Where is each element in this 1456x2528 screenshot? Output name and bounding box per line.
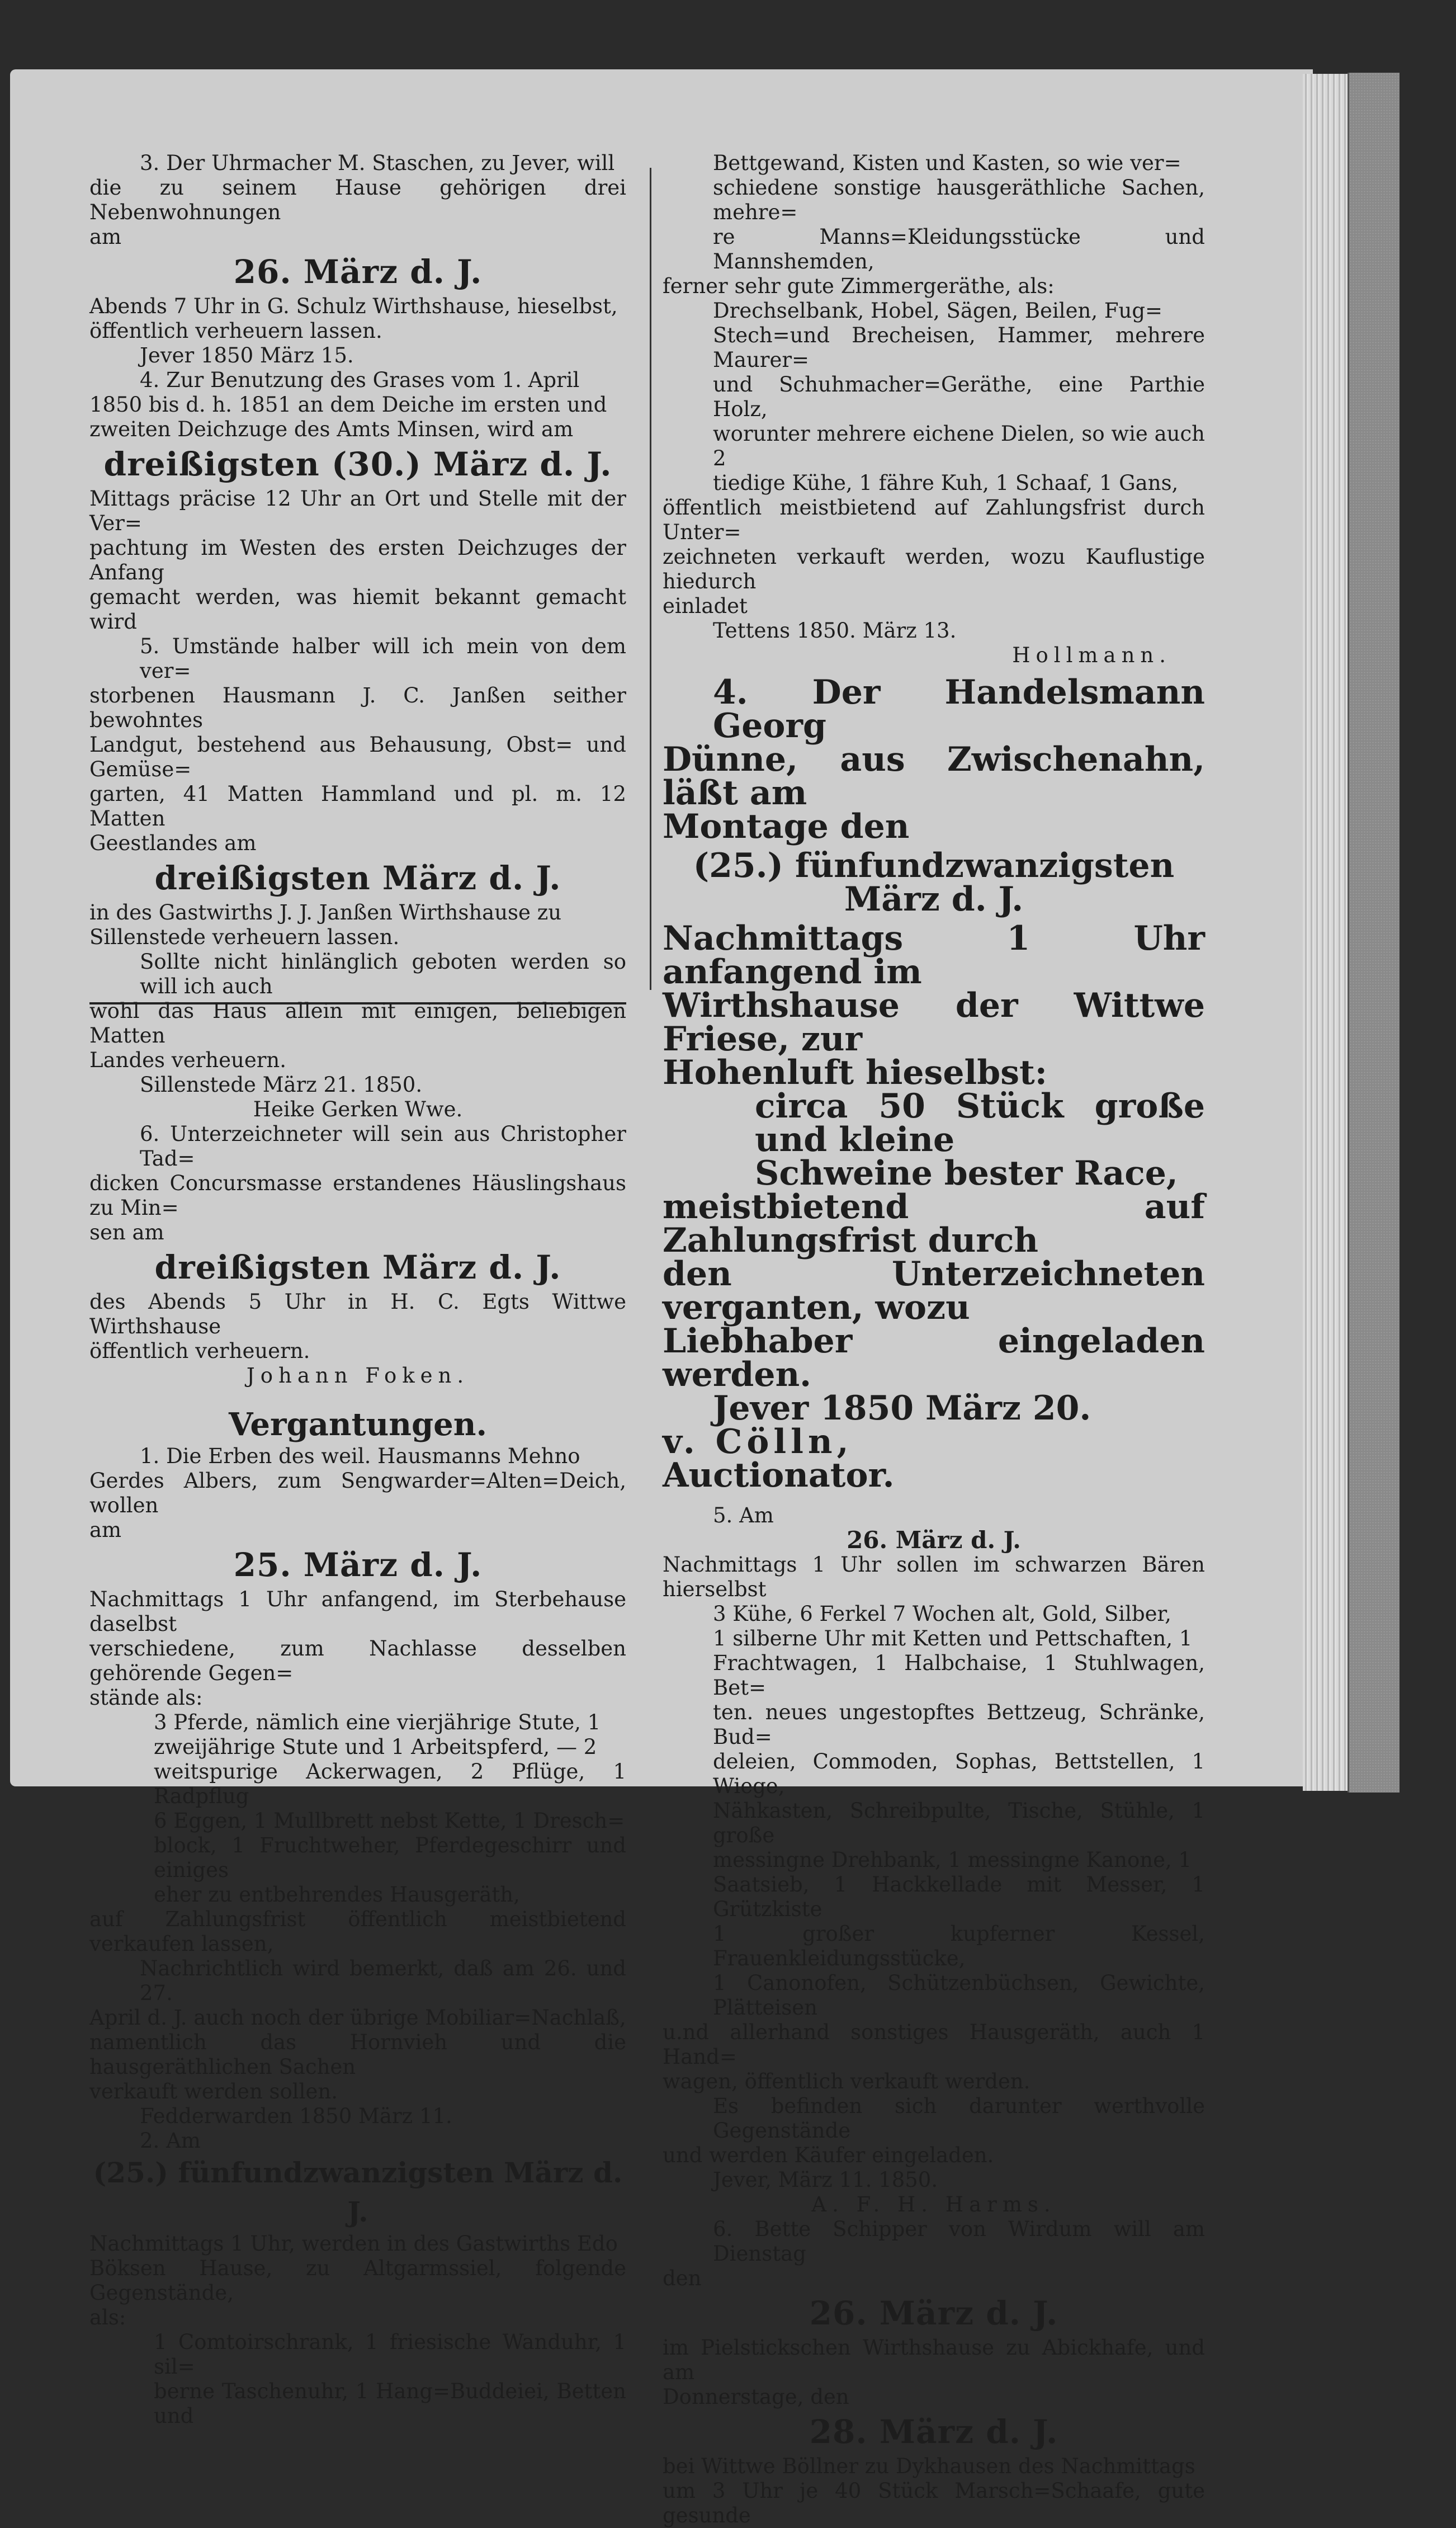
text-line: Frachtwagen, 1 Halbchaise, 1 Stuhlwagen, Bet= [713, 1651, 1205, 1700]
text-line: Abends 7 Uhr in G. Schulz Wirthshause, hieselbst, [89, 294, 618, 318]
text-line: öffentlich meistbietend auf Zahlungsfrist durch Unter= [663, 496, 1205, 544]
text-line: und Schuhmacher=Geräthe, eine Parthie Holz, [713, 372, 1205, 421]
date-heading: dreißigsten März d. J. [154, 859, 561, 897]
text-line: weitspurige Ackerwagen, 2 Pflüge, 1 Radpflug [154, 1760, 626, 1808]
text-line: Nachmittags 1 Uhr, werden in des Gastwirths Edo [89, 2232, 618, 2256]
text-line: 1 großer kupferner Kessel, Frauenkleidungsstücke, [713, 1922, 1205, 1970]
auction-1 [89, 1444, 626, 2129]
signature: Hollmann. [1012, 643, 1171, 667]
text-line: 1 Canonofen, Schützenbüchsen, Gewichte, Plätteisen [713, 1971, 1205, 2020]
text-line: am [89, 1518, 122, 1542]
text-line: Sillenstede verheuern lassen. [89, 925, 400, 949]
text-line: die zu seinem Hause gehörigen drei Nebenwohnungen [89, 176, 626, 224]
text-line: 1 silberne Uhr mit Ketten und Pettschaften, 1 [713, 1626, 1193, 1650]
text-line: 5. Am [713, 1503, 774, 1527]
text-line: 6 Eggen, 1 Mullbrett nebst Kette, 1 Dresch= [154, 1809, 625, 1833]
text-line: namentlich das Hornvieh und die hausgeräthlichen Sachen [89, 2030, 626, 2079]
signature: v. Cölln, [663, 1422, 853, 1461]
text-line: Stech=und Brecheisen, Hammer, mehrere Maurer= [713, 323, 1205, 372]
text-line: Donnerstage, den [663, 2385, 849, 2409]
text-line: garten, 41 Matten Hammland und pl. m. 12 Matten [89, 782, 626, 831]
text-line: wohl das Haus allein mit einigen, beliebigen Matten [89, 999, 626, 1048]
text-line: als: [89, 2305, 126, 2329]
text-line: Nähkasten, Schreibpulte, Tische, Stühle, 1 große [713, 1799, 1205, 1847]
text-line: 1. Die Erben des weil. Hausmanns Mehno [140, 1444, 580, 1468]
text-line: Liebhaber eingeladen werden. [663, 1322, 1205, 1394]
date-heading: dreißigsten (30.) März d. J. [103, 445, 612, 483]
text-line: zweijährige Stute und 1 Arbeitspferd, — 2 [154, 1735, 597, 1759]
text-line: Es befinden sich darunter werthvolle Gegenstände [713, 2094, 1205, 2143]
text-line: und werden Käufer eingeladen. [663, 2143, 994, 2167]
text-line: re Manns=Kleidungsstücke und Mannshemden, [713, 225, 1205, 273]
signature: A. F. H. Harms. [811, 2192, 1056, 2216]
text-line: einladet [663, 594, 748, 618]
text-line: Sollte nicht hinlänglich geboten werden so will ich auch [140, 950, 626, 998]
date-heading: dreißigsten März d. J. [154, 1248, 561, 1286]
text-line: Landgut, bestehend aus Behausung, Obst= und Gemüse= [89, 733, 626, 781]
text-line: eher zu entbehrendes Hausgeräth, [154, 1883, 520, 1907]
text-line: gemacht werden, was hiemit bekannt gemacht wird [89, 585, 626, 634]
auction-2 [89, 2129, 626, 2428]
date-heading: 26. März d. J. [847, 1526, 1021, 1554]
text-line: worunter mehrere eichene Dielen, so wie auch 2 [713, 422, 1206, 470]
text-line: deleien, Commoden, Sophas, Bettstellen, 1 Wiege, [713, 1749, 1205, 1798]
text-line: Wirthshause der Wittwe Friese, zur [663, 986, 1205, 1059]
date-heading: 25. März d. J. [233, 1546, 483, 1584]
text-line: messingne Drehbank, 1 messingne Kanone, 1 [713, 1848, 1192, 1872]
text-line: Nachmittags 1 Uhr anfangend im [663, 919, 1205, 992]
text-line: zweiten Deichzuge des Amts Minsen, wird am [89, 417, 574, 441]
text-line: Bettgewand, Kisten und Kasten, so wie ver= [713, 151, 1181, 175]
text-line: meistbietend auf Zahlungsfrist durch [663, 1187, 1205, 1260]
date-heading: 26. März d. J. [233, 253, 483, 291]
notice-5 [89, 634, 626, 1122]
text-line: verschiedene, zum Nachlasse desselben gehörende Gegen= [89, 1636, 626, 1685]
date-heading: 26. März d. J. [809, 2294, 1058, 2332]
text-line: Sillenstede März 21. 1850. [140, 1073, 423, 1097]
text-line: Jever 1850 März 15. [140, 343, 354, 367]
text-line: Tettens 1850. März 13. [713, 619, 957, 643]
text-line: bei Wittwe Böllner zu Dykhausen des Nachmittags [663, 2454, 1195, 2478]
text-line: zeichneten verkauft werden, wozu Kauflustige hiedurch [663, 545, 1205, 593]
text-line: schiedene sonstige hausgeräthliche Sachen, mehre= [713, 176, 1205, 224]
auction-6 [663, 2217, 1205, 2528]
text-line: am [89, 225, 122, 249]
section-title: Vergantungen. [229, 1406, 487, 1443]
text-line: wagen, öffentlich verkauft werden. [663, 2069, 1030, 2093]
text-line: Schweine bester Race, [755, 1154, 1178, 1193]
text-line: in des Gastwirths J. J. Janßen Wirthshause zu [89, 900, 562, 925]
date-heading: (25.) fünfundzwanzigsten März d. J. [693, 846, 1175, 919]
signature-title: Auctionator. [663, 1456, 895, 1495]
text-line: 4. Zur Benutzung des Grases vom 1. April [140, 368, 580, 392]
text-line: 2. Am [140, 2129, 201, 2153]
text-line: 3 Pferde, nämlich eine vierjährige Stute, 1 [154, 1710, 601, 1734]
text-line: stände als: [89, 1686, 203, 1710]
auction-2-continued [663, 151, 1205, 668]
notice-3 [89, 151, 626, 368]
text-line: Saatsieb, 1 Hackkellade mit Messer, 1 Grützkiste [713, 1873, 1205, 1921]
text-line: den Unterzeichneten verganten, wozu [663, 1254, 1205, 1327]
text-line: April d. J. auch noch der übrige Mobiliar=Nachlaß, [89, 2006, 626, 2030]
notice-6 [89, 1122, 626, 1388]
text-line: dicken Concursmasse erstandenes Häuslingshaus zu Min= [89, 1171, 626, 1220]
text-line: berne Taschenuhr, 1 Hang=Buddeiei, Betten und [154, 2379, 626, 2428]
auction-4 [663, 673, 1205, 1495]
text-line: pachtung im Westen des ersten Deichzuges der Anfang [89, 536, 626, 584]
text-line: ferner sehr gute Zimmergeräthe, als: [663, 274, 1055, 298]
text-line: 5. Umstände halber will ich mein von dem ver= [140, 634, 626, 683]
text-line: Montage den [663, 807, 910, 846]
text-line: 6. Bette Schipper von Wirdum will am Dienstag [713, 2217, 1205, 2266]
text-line: u.nd allerhand sonstiges Hausgeräth, auch 1 Hand= [663, 2020, 1205, 2069]
date-heading: (25.) fünfundzwanzigsten März d. J. [93, 2156, 623, 2228]
text-line: öffentlich verheuern. [89, 1339, 310, 1363]
text-line: Landes verheuern. [89, 1048, 287, 1072]
text-line: Jever 1850 März 20. [713, 1389, 1091, 1428]
right-column [663, 151, 1205, 2528]
book-cover-edge [1348, 73, 1400, 1793]
text-line: Mittags präcise 12 Uhr an Ort und Stelle mit der Ver= [89, 487, 626, 535]
text-line: sen am [89, 1220, 164, 1244]
text-line: circa 50 Stück große und kleine [755, 1087, 1205, 1159]
text-line: Nachmittags 1 Uhr anfangend, im Sterbehause daselbst [89, 1587, 626, 1636]
text-line: den [663, 2266, 702, 2290]
text-line: Dünne, aus Zwischenahn, läßt am [663, 740, 1205, 813]
text-line: tiedige Kühe, 1 fähre Kuh, 1 Schaaf, 1 Gans, [713, 471, 1179, 495]
text-line: um 3 Uhr je 40 Stück Marsch=Schaafe, gute gesunde [663, 2479, 1205, 2527]
text-line: 6. Unterzeichneter will sein aus Christopher Tad= [140, 1122, 626, 1171]
text-line: verkauft werden sollen. [89, 2079, 338, 2103]
text-line: Nachmittags 1 Uhr sollen im schwarzen Bären hierselbst [663, 1553, 1205, 1601]
text-line: Geestlandes am [89, 831, 257, 855]
text-line: Drechselbank, Hobel, Sägen, Beilen, Fug= [713, 299, 1163, 323]
date-heading: 28. März d. J. [809, 2413, 1058, 2451]
text-line: im Pielstickschen Wirthshause zu Abickhafe, und am [663, 2336, 1205, 2384]
text-line: Jever, März 11. 1850. [713, 2168, 938, 2192]
text-line: ten. neues ungestopftes Bettzeug, Schränke, Bud= [713, 1700, 1205, 1749]
auction-5 [663, 1503, 1205, 2217]
text-line: storbenen Hausmann J. C. Janßen seither bewohntes [89, 683, 626, 732]
text-line: 4. Der Handelsmann Georg [713, 673, 1205, 746]
text-line: Böksen Hause, zu Altgarmssiel, folgende Gegenstände, [89, 2256, 626, 2305]
text-line: Hohenluft hieselbst: [663, 1053, 1047, 1092]
text-line: Nachrichtlich wird bemerkt, daß am 26. und 27. [140, 1956, 626, 2005]
text-line: öffentlich verheuern lassen. [89, 319, 382, 343]
left-column [89, 151, 626, 2428]
text-line: 3 Kühe, 6 Ferkel 7 Wochen alt, Gold, Silber, [713, 1602, 1171, 1626]
notice-4 [89, 368, 626, 634]
text-line: 1 Comtoirschrank, 1 friesische Wanduhr, 1 sil= [154, 2330, 626, 2379]
text-line: Fedderwarden 1850 März 11. [140, 2104, 452, 2128]
text-line: auf Zahlungsfrist öffentlich meistbietend verkaufen lassen, [89, 1907, 626, 1956]
text-line: 3. Der Uhrmacher M. Staschen, zu Jever, will [140, 151, 615, 175]
signature: Johann Foken. [246, 1364, 470, 1388]
text-line: Gerdes Albers, zum Sengwarder=Alten=Deich, wollen [89, 1469, 626, 1517]
text-line: 1850 bis d. h. 1851 an dem Deiche im ersten und [89, 393, 607, 417]
signature: Heike Gerken Wwe. [253, 1097, 463, 1121]
text-line: des Abends 5 Uhr in H. C. Egts Wittwe Wirthshause [89, 1290, 626, 1338]
column-divider [650, 168, 651, 990]
text-line: block, 1 Fruchtweher, Pferdegeschirr und einiges [154, 1833, 626, 1882]
